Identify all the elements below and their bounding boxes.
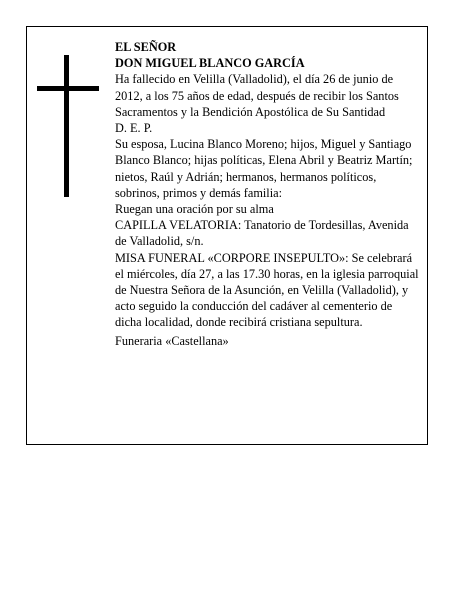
funeral-mass-info: MISA FUNERAL «CORPORE INSEPULTO»: Se celebrará el miércoles, día 27, a las 17.30 horas, en la iglesia parroquial de Nuestra Señora de la Asunción, en Velilla (Valladolid), y acto seguido la conducción del cadáver al cementerio de dicha localidad, donde recibirá cristiana sepultura. — [115, 250, 419, 330]
latin-cross-icon — [37, 55, 99, 197]
rip-abbreviation: D. E. P. — [115, 121, 153, 136]
chapel-info: CAPILLA VELATORIA: Tanatorio de Tordesillas, Avenida de Valladolid, s/n. — [115, 218, 409, 249]
cross-horizontal-bar — [37, 86, 99, 91]
prayer-request: Ruegan una oración por su alma — [115, 202, 274, 217]
cross-vertical-bar — [64, 55, 69, 197]
deceased-name: DON MIGUEL BLANCO GARCÍA — [115, 56, 305, 71]
funeral-home: Funeraria «Castellana» — [115, 333, 229, 348]
deceased-title: EL SEÑOR — [115, 40, 177, 54]
family-list: Su esposa, Lucina Blanco Moreno; hijos, Miguel y Santiago Blanco Blanco; hijas políticas, Elena Abril y Beatriz Martín; nietos, Raúl y Adrián; hermanos, hermanos políticos, sobrinos, primos y demás familia: — [115, 137, 413, 200]
obituary-text — [115, 39, 420, 349]
death-statement: Ha fallecido en Velilla (Valladolid), el día 26 de junio de 2012, a los 75 años de edad, después de recibir los Santos Sacramentos y la Bendición Apostólica de Su Santidad — [115, 72, 399, 119]
